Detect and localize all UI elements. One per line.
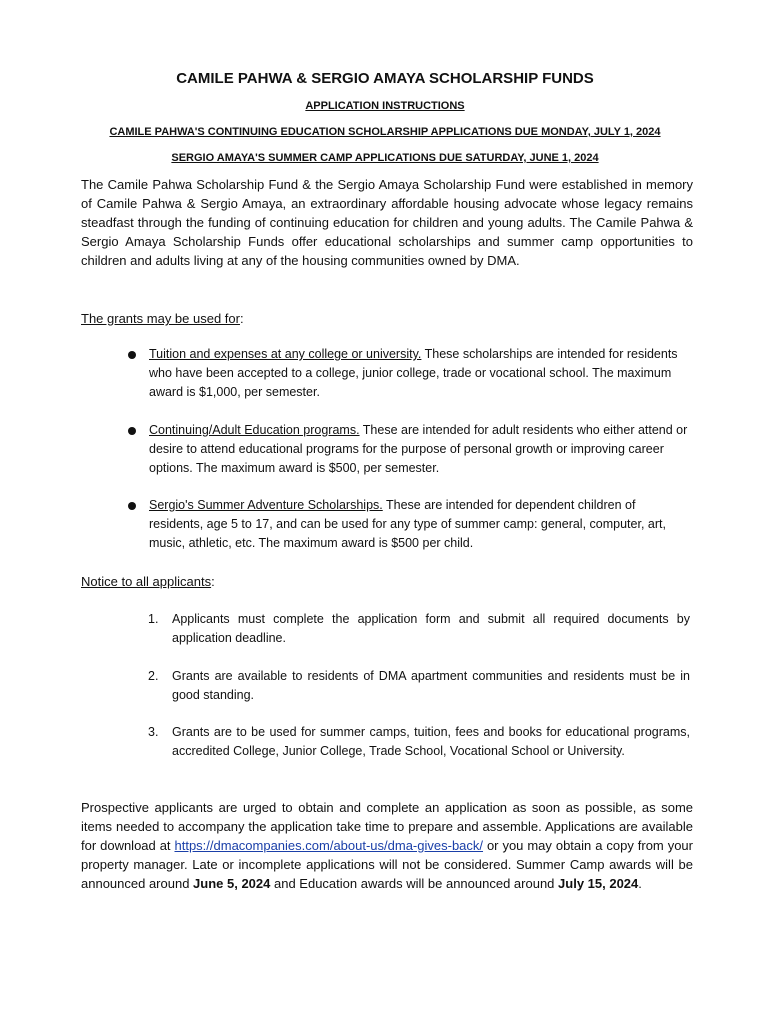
notice-item (148, 723, 690, 761)
camp-announce-date: June 5, 2024 (193, 876, 271, 891)
bullet-icon (128, 502, 136, 510)
camp-deadline (0, 152, 770, 164)
notice-heading-text: Notice to all applicants (81, 574, 212, 589)
grant-item (128, 345, 688, 402)
grant-text: These are intended for adult residents who either attend or desire to attend educational programs for the purpose of personal growth or improving career options. The maximum award is $500, per semester. (149, 423, 688, 475)
notice-number: 3. (148, 725, 159, 739)
closing-text-2: or you may obtain a copy from your property manager. Late or incomplete applications will not be considered. Summer Camp awards will be announced around (81, 838, 693, 891)
intro-paragraph: The Camile Pahwa Scholarship Fund & the Sergio Amaya Scholarship Fund were established in memory of Camile Pahwa & Sergio Amaya, an extraordinary affordable housing advocate whose legacy remains steadfast through the funding of continuing education for children and young adults. The Camile Pahwa & Sergio Amaya Scholarship Funds offer educational scholarships and summer camp opportunities to children and adults living at any of the housing communities owned by DMA. (81, 177, 693, 268)
closing-text-3: and Education awards will be announced around (270, 876, 559, 891)
grant-item (128, 496, 688, 553)
education-deadline (0, 126, 770, 138)
grant-lead: Continuing/Adult Education programs. (149, 423, 360, 437)
subtitle (0, 100, 770, 112)
notice-item (148, 667, 690, 705)
grant-item (128, 421, 688, 478)
grant-text: These are intended for dependent children of residents, age 5 to 17, and can be used for any type of summer camp: general, computer, art, music, athletic, etc. The maximum award is $500 per child. (149, 498, 666, 550)
notice-item (148, 610, 690, 648)
bullet-icon (128, 427, 136, 435)
education-announce-date: July 15, 2024 (558, 876, 639, 891)
grant-lead: Sergio's Summer Adventure Scholarships. (149, 498, 383, 512)
notice-heading-colon: : (211, 574, 215, 589)
grant-text: These scholarships are intended for residents who have been accepted to a college, junior college, trade or vocational school. The maximum award is $1,000, per semester. (149, 347, 678, 399)
education-deadline-text: CAMILE PAHWA'S CONTINUING EDUCATION SCHOLARSHIP APPLICATIONS DUE MONDAY, JULY 1, 2024 (109, 126, 661, 138)
notice-text: Applicants must complete the application form and submit all required documents by application deadline. (172, 612, 690, 645)
subtitle-text: APPLICATION INSTRUCTIONS (305, 100, 465, 112)
notice-text: Grants are available to residents of DMA apartment communities and residents must be in good standing. (172, 669, 690, 702)
document-title: CAMILE PAHWA & SERGIO AMAYA SCHOLARSHIP FUNDS (176, 70, 594, 87)
closing-text-4: . (638, 876, 642, 891)
camp-deadline-text: SERGIO AMAYA'S SUMMER CAMP APPLICATIONS DUE SATURDAY, JUNE 1, 2024 (171, 152, 599, 164)
closing-text-1: Prospective applicants are urged to obtain and complete an application as soon as possible, as some items needed to accompany the application take time to prepare and assemble. Applications are available for download at (81, 800, 693, 853)
notice-text: Grants are to be used for summer camps, tuition, fees and books for educational programs, accredited College, Junior College, Trade School, Vocational School or University. (172, 725, 690, 758)
grant-lead: Tuition and expenses at any college or university. (149, 347, 422, 361)
grants-heading (81, 309, 244, 328)
notice-heading (81, 572, 215, 591)
grants-heading-text: The grants may be used for (81, 311, 240, 326)
download-link[interactable]: https://dmacompanies.com/about-us/dma-gives-back/ (174, 838, 484, 853)
bullet-icon (128, 351, 136, 359)
notice-number: 1. (148, 612, 159, 626)
grants-heading-colon: : (239, 311, 244, 326)
notice-number: 2. (148, 669, 159, 683)
closing-paragraph (81, 798, 693, 893)
